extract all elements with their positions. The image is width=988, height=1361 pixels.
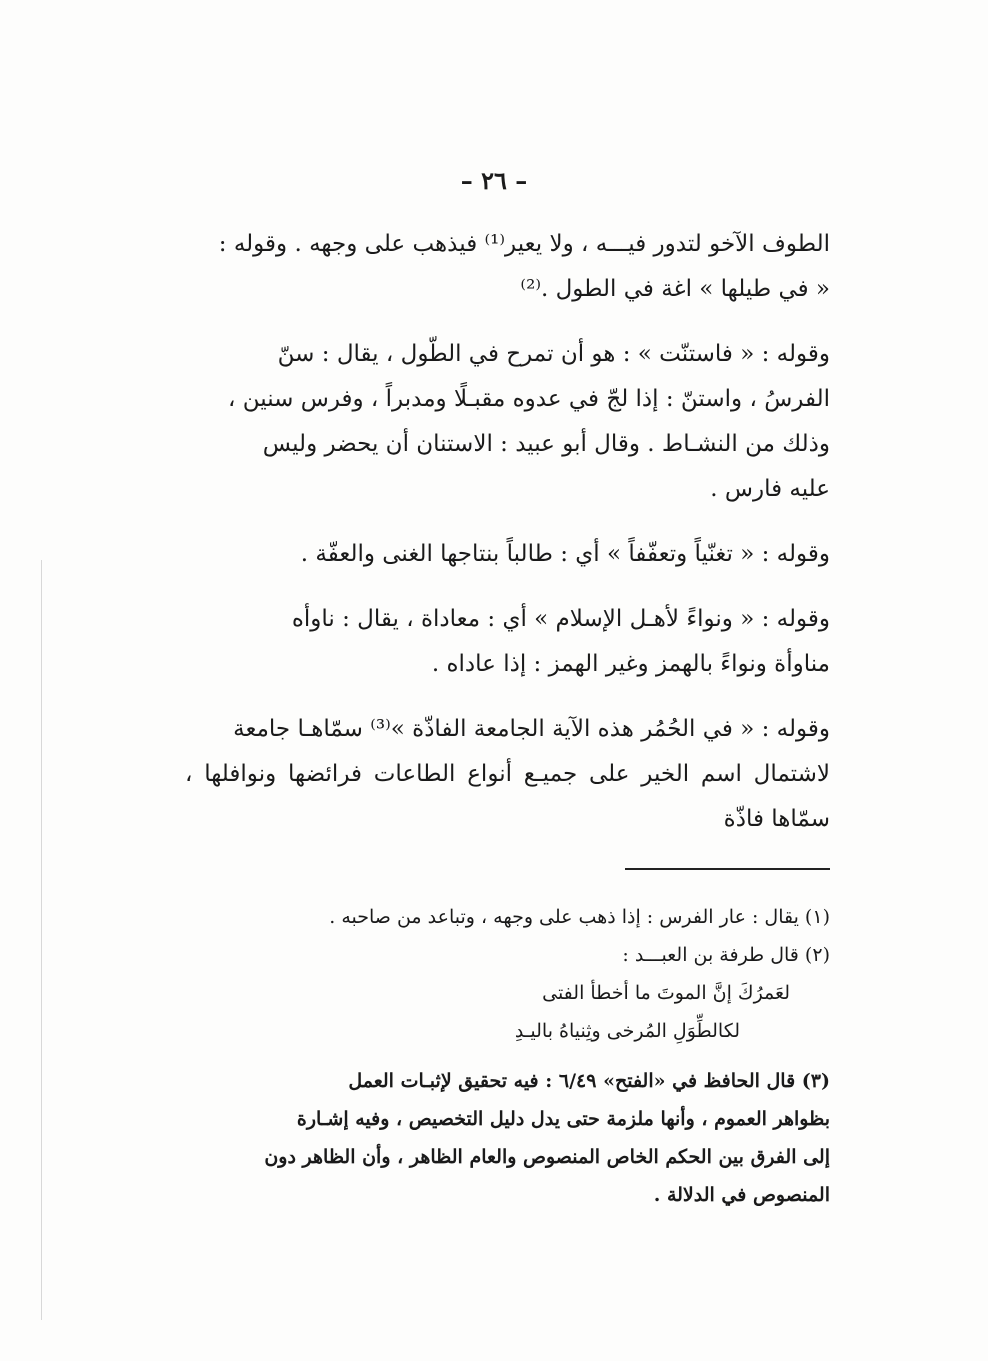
text-line: وقوله : « تغنّياً وتعفّفاً » أي : طالباً بنتاجها الغنى والعفّة . xyxy=(300,541,830,567)
footnote-2-verse-2: لكالطِّوَلِ المُرخى وثِنياهُ باليـدِ xyxy=(514,1020,740,1042)
paragraph-5 xyxy=(185,707,830,842)
text-line: عليه فارس . xyxy=(710,476,830,502)
paragraph-3 xyxy=(185,532,830,577)
text-line: وقوله : « ونواءً لأهـل الإسلام » أي : معاداة ، يقال : ناوأه xyxy=(291,606,830,632)
paragraph-4 xyxy=(185,597,830,687)
footnote-2-verse-1: لعَمرُكَ إنَّ الموتَ ما أخطأ الفتى xyxy=(542,982,790,1004)
footnote-3-line: المنصوص في الدلالة . xyxy=(653,1184,830,1206)
text-line: وذلك من النشـاط . وقال أبو عبيد : الاستنان أن يحضر وليس xyxy=(262,431,830,457)
text-line: مناوأة ونواءً بالهمز وغير الهمز : إذا عاداه . xyxy=(431,651,830,677)
footnote-3-line: (٣) قال الحافظ في «الفتح» ٦/٤٩ : فيه تحقيق لإثبـات العمل xyxy=(348,1070,830,1092)
footnotes xyxy=(185,898,830,1214)
scan-artifact-line xyxy=(41,560,42,1320)
text-line: الطوف الآخو لتدور فيـــه ، ولا يعير⁽¹⁾ فيذهب على وجهه . وقوله : xyxy=(218,231,830,257)
text-line: وقوله : « في الحُمُر هذه الآية الجامعة الفاذّة »⁽³⁾ سمّاهـا جامعة xyxy=(233,716,830,742)
page-number: – ٢٦ – xyxy=(460,166,528,195)
text-line: لاشتمال اسم الخير على جميـع أنواع الطاعات فرائضها ونوافلها ، سمّاها فاذّة xyxy=(185,761,830,832)
footnote-2-intro: (٢) قال طرفة بن العبـــد : xyxy=(622,944,830,966)
paragraph-1 xyxy=(185,222,830,312)
footnote-3-line: إلى الفرق بين الحكم الخاص المنصوص والعام الظاهر ، وأن الظاهر دون xyxy=(264,1146,830,1168)
main-text xyxy=(185,222,830,842)
text-line: الفرسُ ، واستنّ : إذا لجّ في عدوه مقبـلًا ومدبراً ، وفرس سنين ، xyxy=(228,386,830,412)
paragraph-2 xyxy=(185,332,830,512)
footnote-1: (١) يقال : عار الفرس : إذا ذهب على وجهه ، وتباعد من صاحبه . xyxy=(329,906,830,928)
text-line: وقوله : « فاستنّت » : هو أن تمرح في الطّول ، يقال : سنّ xyxy=(277,341,830,367)
footnote-3-line: بظواهر العموم ، وأنها ملزمة حتى يدل دليل التخصيص ، وفيه إشـارة xyxy=(296,1108,830,1130)
text-line: « في طيلها » اغة في الطول .⁽²⁾ xyxy=(520,276,830,302)
footnote-separator xyxy=(625,868,830,870)
